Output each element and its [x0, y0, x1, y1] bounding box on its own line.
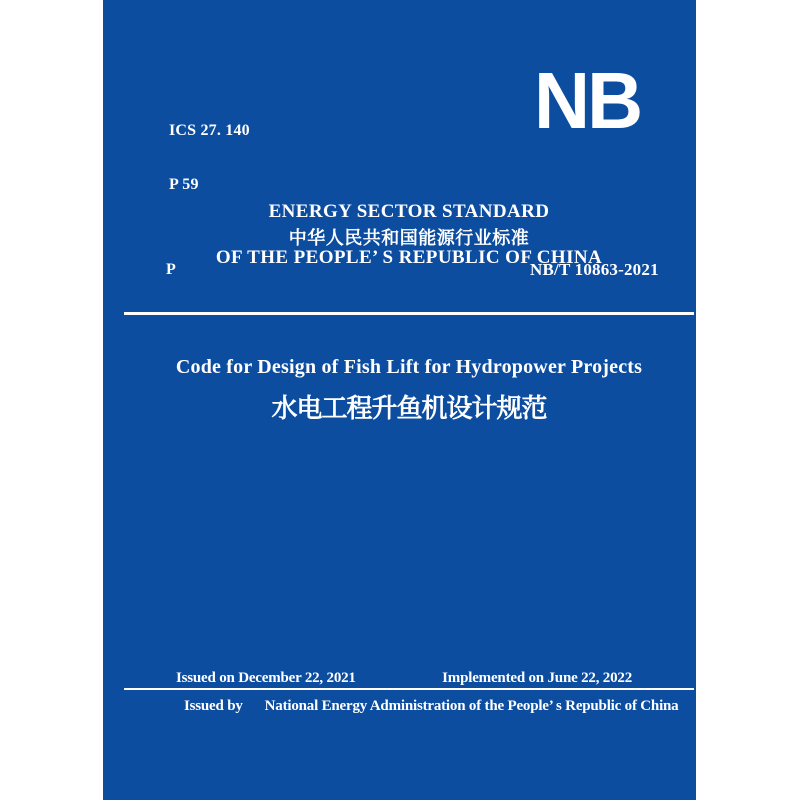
classification-code: P 59 — [169, 176, 199, 193]
issued-by-label: Issued by — [184, 698, 243, 714]
standard-name-en-line2: OF THE PEOPLE’ S REPUBLIC OF CHINA — [215, 247, 603, 268]
title-chinese: 水电工程升鱼机设计规范 — [271, 393, 547, 423]
ics-code: ICS 27. 140 — [169, 122, 250, 139]
document-class-letter: P — [166, 261, 176, 278]
issued-date: Issued on December 22, 2021 — [176, 670, 356, 686]
standard-number: NB/T 10863-2021 — [530, 260, 659, 279]
standard-cover-page — [103, 0, 696, 800]
header-divider-line — [124, 312, 694, 315]
issuer-name: National Energy Administration of the People’ s Republic of China — [264, 698, 679, 714]
title-english: Code for Design of Fish Lift for Hydropower Projects — [175, 356, 643, 378]
footer-divider-line — [124, 688, 694, 690]
issuer-row — [184, 698, 684, 715]
standard-name-chinese: 中华人民共和国能源行业标准 — [288, 228, 530, 248]
implemented-date: Implemented on June 22, 2022 — [442, 670, 632, 686]
nb-logo: NB — [534, 56, 641, 145]
standard-name-en-line1: ENERGY SECTOR STANDARD — [268, 201, 550, 222]
dates-row — [176, 670, 632, 687]
